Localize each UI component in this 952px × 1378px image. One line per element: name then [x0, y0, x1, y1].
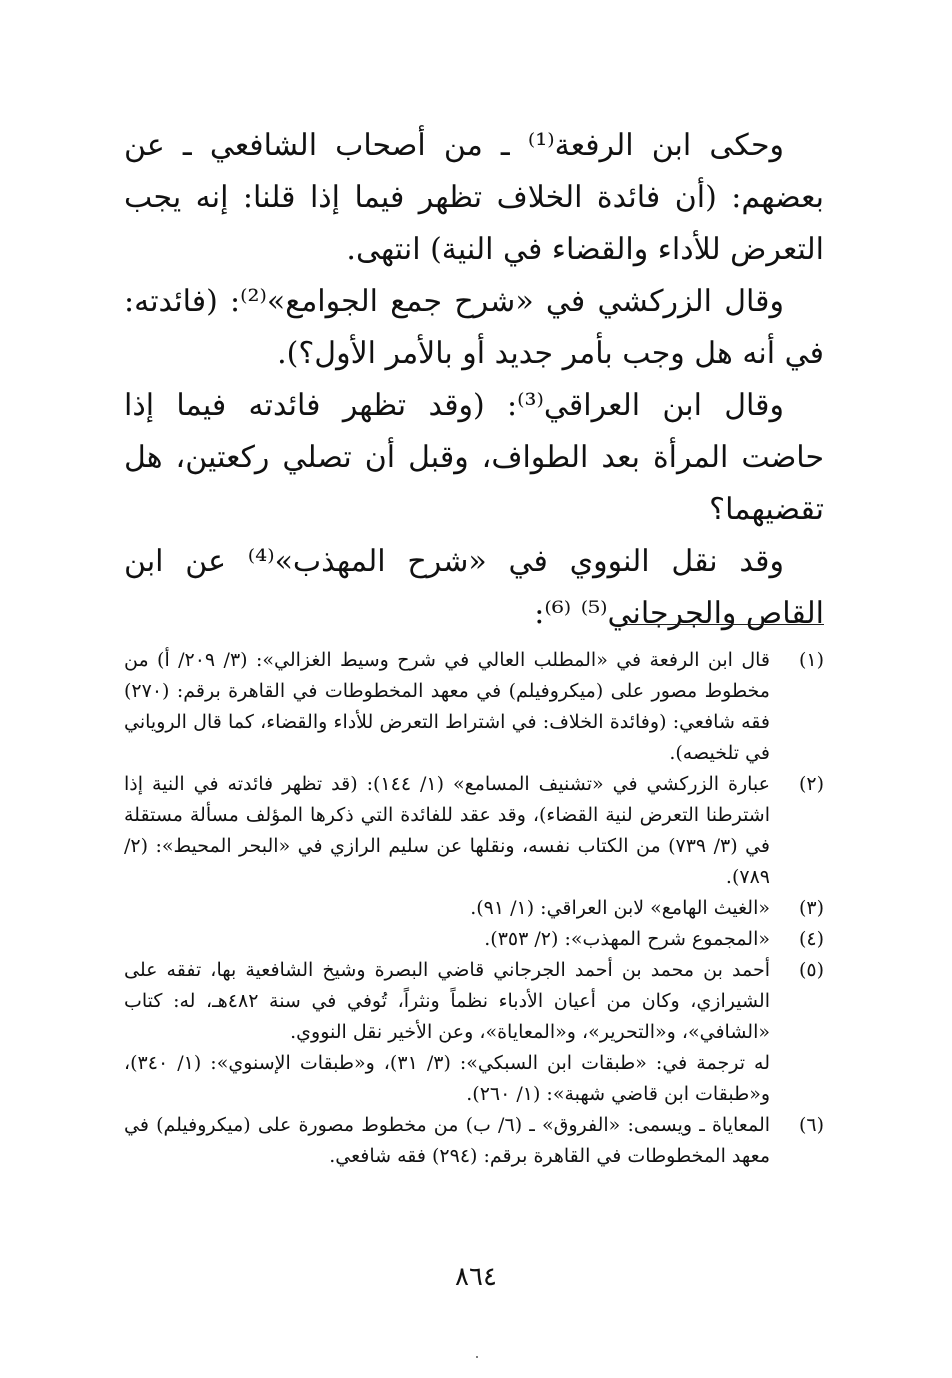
- main-paragraph: وقال الزركشي في «شرح جمع الجوامع»⁽²⁾: (فائدته: في أنه هل وجب بأمر جديد أو بالأمر الأول؟).: [124, 284, 824, 371]
- footnote-3: [124, 893, 824, 924]
- footnote-text: «الغيث الهامع» لابن العراقي: (١/ ٩١).: [470, 897, 770, 919]
- main-paragraph: وقد نقل النووي في «شرح المهذب»⁽⁴⁾ عن ابن القاص والجرجاني⁽⁵⁾ ⁽⁶⁾:: [124, 544, 824, 631]
- footnote-number: (٥): [798, 959, 824, 981]
- page-number: ٨٦٤: [455, 1262, 497, 1292]
- footnote-text: «المجموع شرح المهذب»: (٢/ ٣٥٣).: [484, 928, 770, 950]
- footnote-text: المعاياة ـ ويسمى: «الفروق» ـ (٦/ ب) من مخطوط مصورة على (ميكروفيلم) في معهد المخطوطات في القاهرة برقم: (٢٩٤) فقه شافعي.: [124, 1114, 771, 1167]
- footnotes-section: [124, 645, 824, 1172]
- main-paragraph: وقال ابن العراقي⁽³⁾: (وقد تظهر فائدته فيما إذا حاضت المرأة بعد الطواف، وقبل أن تصلي ركعتين، هل تقضيهما؟: [124, 388, 824, 527]
- footnote-6: [124, 1110, 824, 1172]
- footnote-number: (٦): [798, 1114, 824, 1136]
- footnote-4: [124, 924, 824, 955]
- footnote-number: (٤): [798, 928, 824, 950]
- footnote-number: (٣): [798, 897, 824, 919]
- footnote-5-continuation: له ترجمة في: «طبقات ابن السبكي»: (٣/ ٣١)، و«طبقات الإسنوي»: (١/ ٣٤٠)، و«طبقات ابن قاضي شهبة»: (١/ ٢٦٠).: [124, 1052, 770, 1105]
- footnote-5: [124, 955, 824, 1048]
- scan-speck: [476, 1356, 478, 1358]
- footnote-number: (١): [798, 649, 824, 671]
- main-text-body: [124, 120, 824, 640]
- footnote-text: عبارة الزركشي في «تشنيف المسامع» (١/ ١٤٤): (قد تظهر فائدته في النية إذا اشترطنا التعرض لنية القضاء)، وقد عقد للفائدة التي ذكرها المؤلف مسألة مستقلة في (٣/ ٧٣٩) من الكتاب نفسه، ونقلها عن سليم الرازي في «البحر المحيط»: (٢/ ٧٨٩).: [124, 773, 770, 888]
- footnote-number: (٢): [798, 773, 824, 795]
- footnote-2: [124, 769, 824, 893]
- footnote-text: أحمد بن محمد بن أحمد الجرجاني قاضي البصرة وشيخ الشافعية بها، تفقه على الشيرازي، وكان من أعيان الأدباء نظماً ونثراً، تُوفي في سنة ٤٨٢هـ، له: كتاب «الشافي»، و«التحرير»، و«المعاياة»، وعن الأخير نقل النووي.: [124, 959, 770, 1043]
- footnote-1: [124, 645, 824, 769]
- main-paragraph: وحكى ابن الرفعة⁽¹⁾ ـ من أصحاب الشافعي ـ عن بعضهم: (أن فائدة الخلاف تظهر فيما إذا قلنا: إنه يجب التعرض للأداء والقضاء في النية) انتهى.: [124, 128, 824, 267]
- footnote-text: قال ابن الرفعة في «المطلب العالي في شرح وسيط الغزالي»: (٣/ ٢٠٩/ أ) من مخطوط مصور على (ميكروفيلم) في معهد المخطوطات في القاهرة برقم: (٢٧٠) فقه شافعي: (وفائدة الخلاف: في اشتراط التعرض للأداء والقضاء، كما قال الروياني في تلخيصه).: [124, 649, 770, 764]
- footnote-separator: [626, 624, 824, 625]
